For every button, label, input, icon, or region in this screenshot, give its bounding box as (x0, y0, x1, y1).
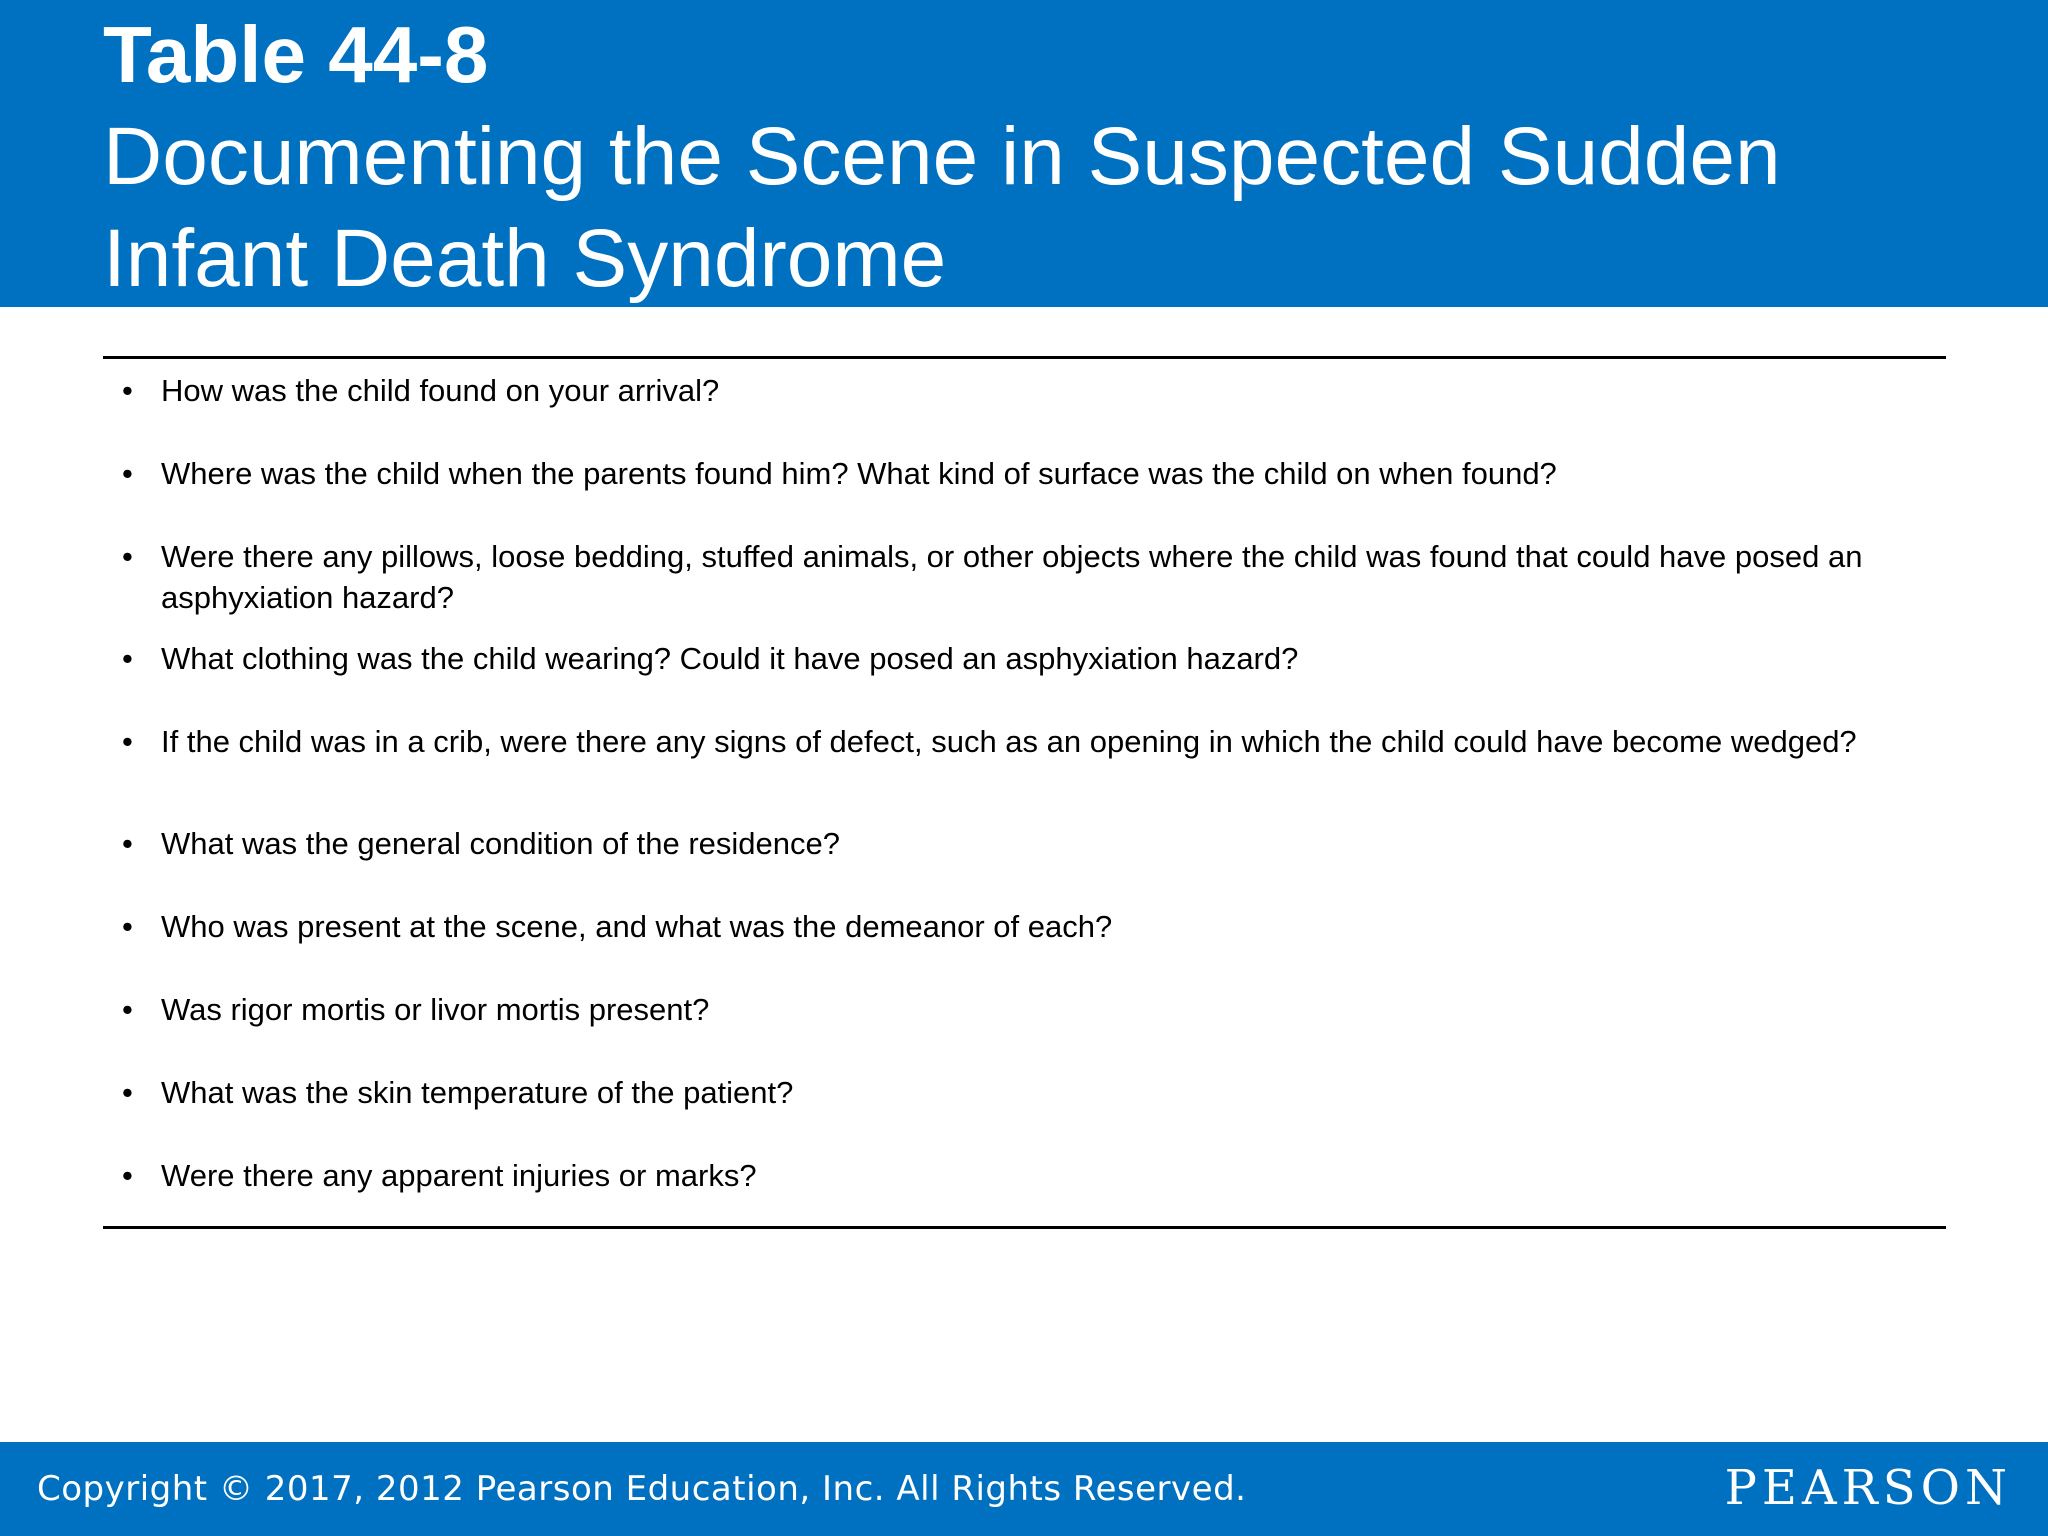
top-rule (103, 356, 1946, 359)
bullet: • (122, 373, 133, 408)
list-item-text: Was rigor mortis or livor mortis present? (161, 992, 710, 1027)
list-item-text: What was the general condition of the residence? (161, 826, 840, 861)
bullet: • (122, 539, 133, 574)
title-banner (0, 0, 2048, 307)
list-item-text: What was the skin temperature of the patient? (161, 1075, 794, 1110)
list-item-text: How was the child found on your arrival? (161, 373, 720, 408)
list-item-text: If the child was in a crib, were there any signs of defect, such as an opening in which the child could have become wedged? (161, 724, 1857, 759)
bullet: • (122, 724, 133, 759)
bullet: • (122, 1075, 133, 1110)
bullet: • (122, 1158, 133, 1193)
bullet: • (122, 456, 133, 491)
list-item-text: Where was the child when the parents found him? What kind of surface was the child on when found? (161, 456, 1557, 491)
bullet: • (122, 641, 133, 676)
table-number: Table 44-8 (103, 10, 489, 99)
list-item-text: What clothing was the child wearing? Could it have posed an asphyxiation hazard? (161, 641, 1299, 676)
list-item-text: Who was present at the scene, and what was the demeanor of each? (161, 909, 1113, 944)
bullet: • (122, 909, 133, 944)
pearson-logo: PEARSON (1724, 1460, 2012, 1516)
footer-bar (0, 1442, 2048, 1536)
copyright-notice: Copyright © 2017, 2012 Pearson Education, Inc. All Rights Reserved. (37, 1469, 1247, 1509)
table-title: Documenting the Scene in Suspected Sudden Infant Death Syndrome (103, 111, 1781, 304)
list-item-text: Were there any apparent injuries or marks? (161, 1158, 757, 1193)
bullet: • (122, 992, 133, 1027)
bottom-rule (103, 1226, 1946, 1229)
list-item-text: Were there any pillows, loose bedding, stuffed animals, or other objects where the child was found that could have posed an asphyxiation hazard? (161, 539, 1863, 615)
bullet: • (122, 826, 133, 861)
